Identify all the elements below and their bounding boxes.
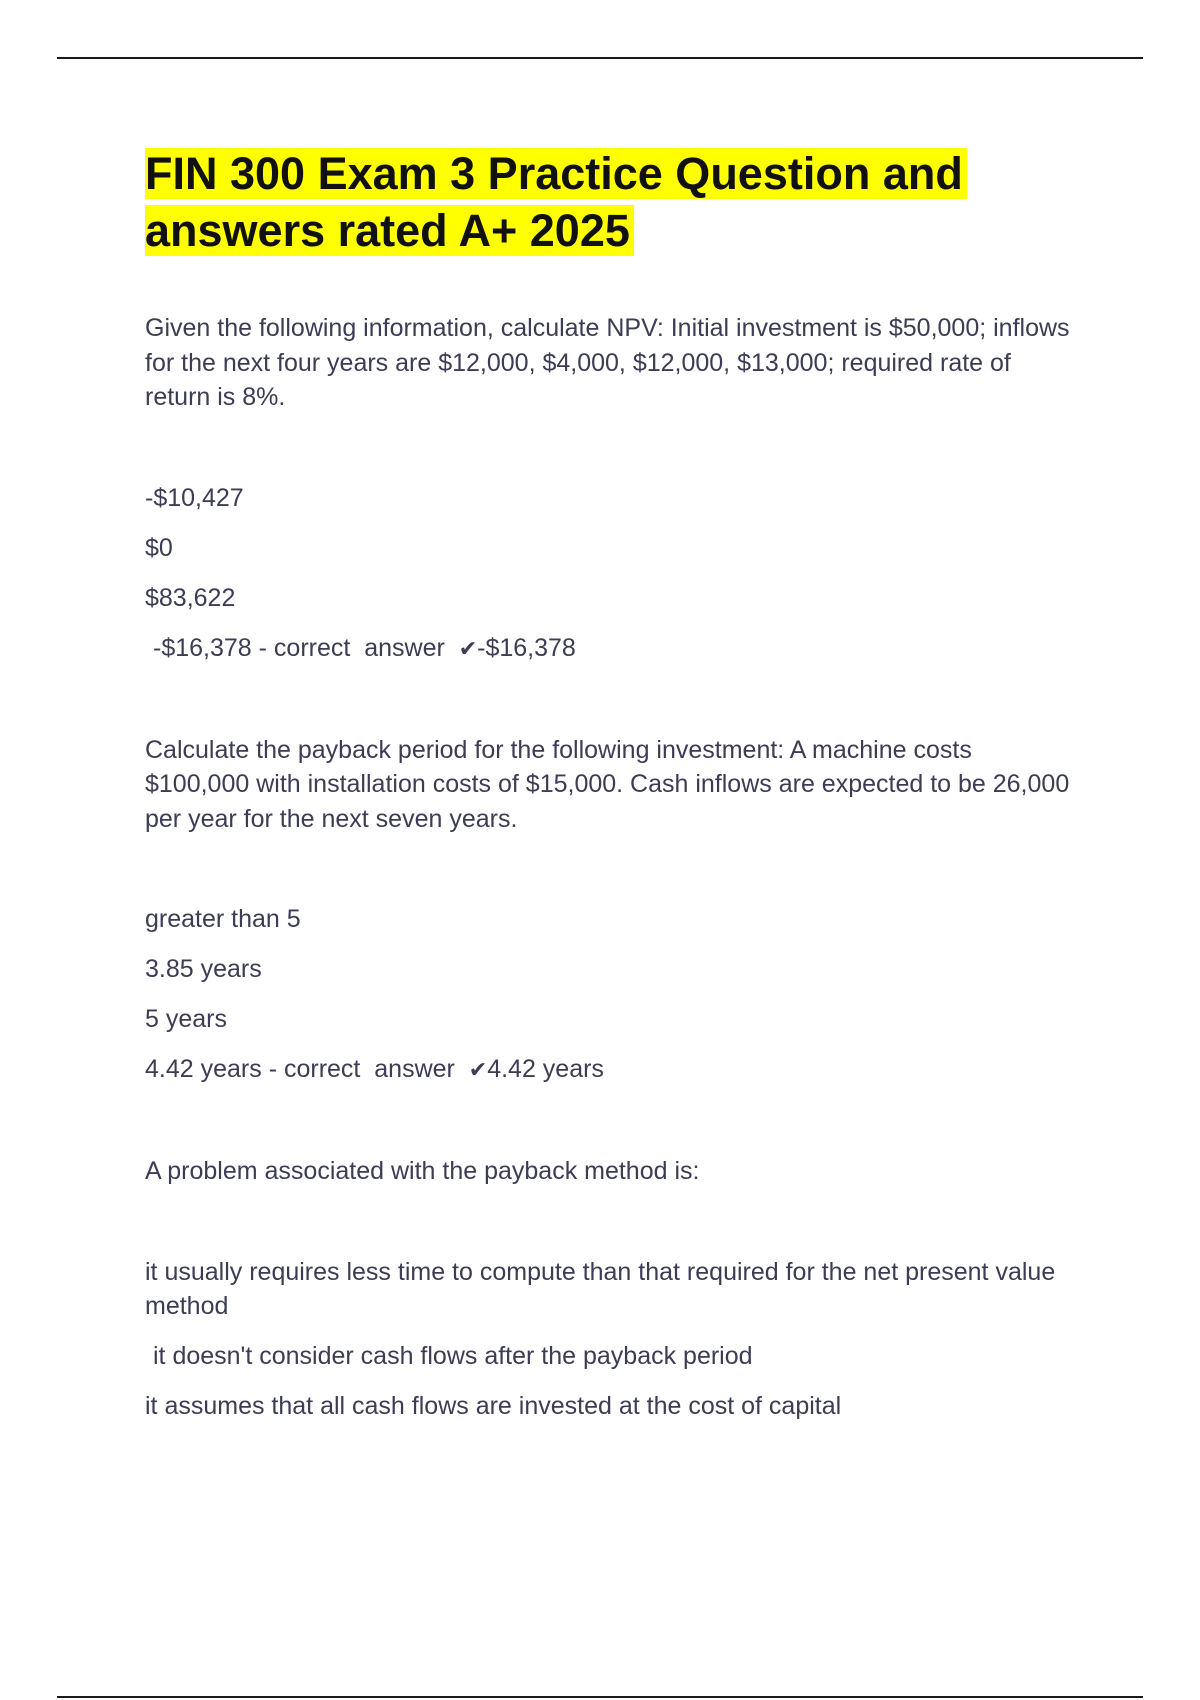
answer-value: 4.42 years — [487, 1055, 604, 1083]
question-1-options — [145, 481, 1075, 667]
answer-marker: - correct answer — [251, 633, 459, 662]
title-line-1: FIN 300 Exam 3 Practice Question and — [145, 148, 967, 199]
correct-answer-line — [145, 1052, 1075, 1088]
option: 5 years — [145, 1005, 227, 1033]
option: it usually requires less time to compute than that required for the net present value method — [145, 1257, 1056, 1320]
option: greater than 5 — [145, 905, 301, 933]
question-2-text: Calculate the payback period for the following investment: A machine costs $100,000 with installation costs of $15,000. Cash inflows are expected to be 26,000 per year for the next seven years. — [145, 735, 1070, 833]
question-3-options — [145, 1255, 1075, 1423]
correct-answer-line — [145, 631, 1075, 667]
bottom-rule — [57, 1696, 1143, 1698]
option: -$10,427 — [145, 483, 244, 512]
top-rule — [57, 57, 1143, 59]
document-title — [145, 145, 1075, 259]
answer-marker: - correct answer — [261, 1055, 469, 1083]
answer-value: -$16,378 — [477, 633, 576, 662]
question-1-text: Given the following information, calculate NPV: Initial investment is $50,000; inflows for the next four years are $12,000, $4,000, $12,000, $13,000; required rate of return is 8%. — [145, 314, 1070, 411]
option: $83,622 — [145, 583, 236, 612]
checkmark-icon: ✔ — [458, 636, 478, 662]
checkmark-icon: ✔ — [468, 1058, 488, 1083]
option: 3.85 years — [145, 955, 262, 983]
title-line-2: answers rated A+ 2025 — [145, 205, 634, 256]
document-body — [145, 145, 1075, 1439]
answer-option: 4.42 years — [145, 1055, 262, 1083]
question-2-options — [145, 902, 1075, 1088]
option: $0 — [145, 533, 173, 562]
answer-option: -$16,378 — [153, 633, 252, 662]
option: it assumes that all cash flows are invested at the cost of capital — [145, 1391, 842, 1420]
option: it doesn't consider cash flows after the payback period — [153, 1341, 753, 1370]
question-3-text: A problem associated with the payback method is: — [145, 1157, 700, 1185]
